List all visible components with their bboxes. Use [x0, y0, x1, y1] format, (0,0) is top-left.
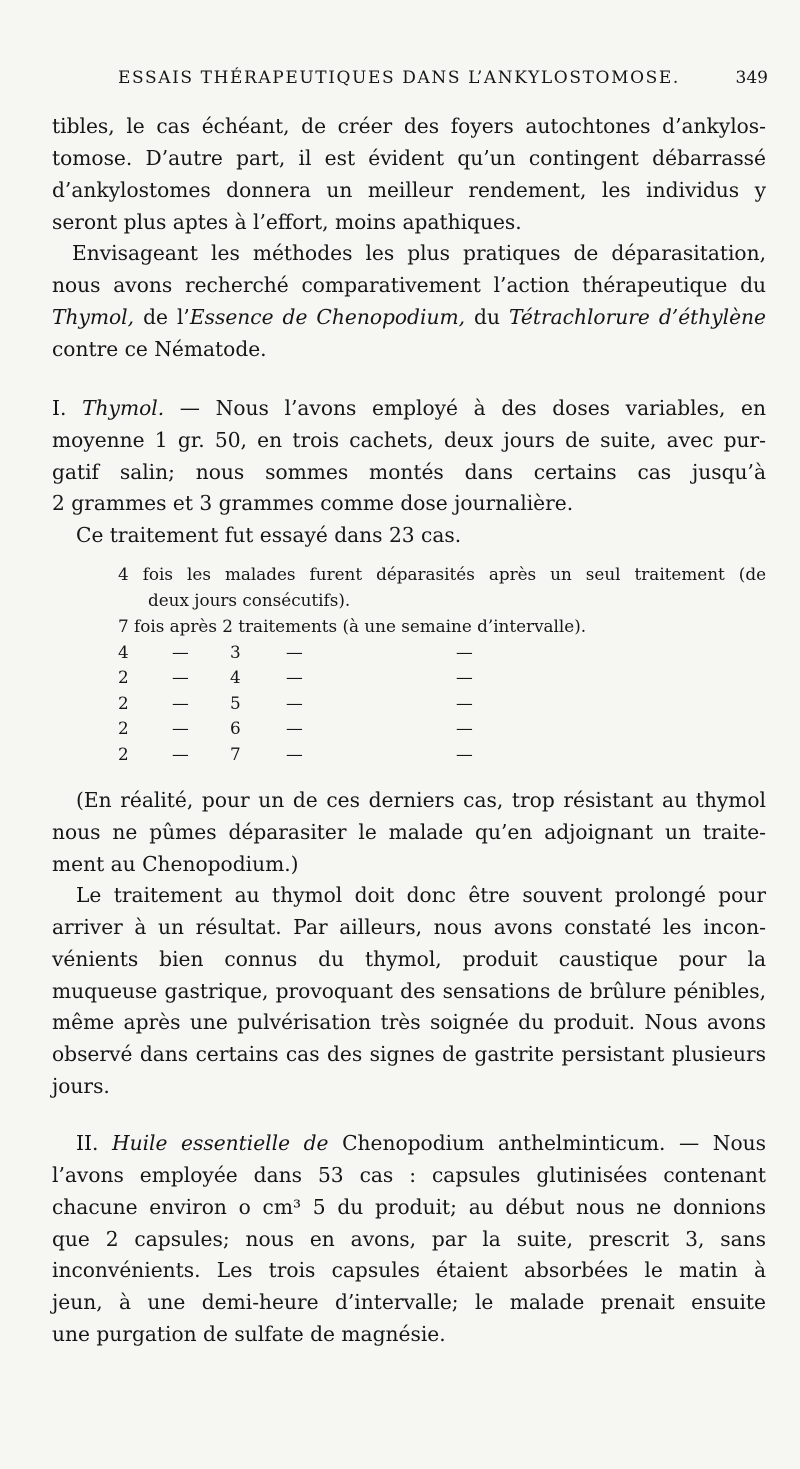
text-line: tibles, le cas échéant, de créer des foyers autochtones d’ankylos-: [52, 114, 766, 138]
text-line: Envisageant les méthodes les plus pratiques de déparasitation,: [72, 241, 766, 265]
count-cell: 2: [118, 693, 129, 713]
table-row: [118, 642, 478, 666]
italic-term: Essence de Chenopodium,: [189, 305, 466, 329]
ditto-mark: —: [286, 667, 303, 687]
italic-term: Tétrachlorure d’éthylène: [509, 305, 767, 329]
text-line: une purgation de sulfate de magnésie.: [52, 1322, 446, 1346]
running-title: ESSAIS THÉRAPEUTIQUES DANS L’ANKYLOSTOMOSE.: [118, 68, 680, 88]
table-row: [118, 744, 478, 768]
count-cell: 2: [118, 718, 129, 738]
treatments-cell: 7: [230, 744, 241, 764]
ditto-mark: —: [286, 693, 303, 713]
ditto-mark: —: [456, 667, 473, 687]
text-line: chacune environ o cm³ 5 du produit; au début nous ne donnions: [52, 1195, 766, 1219]
text-line: gatif salin; nous sommes montés dans certains cas jusqu’à: [52, 460, 766, 484]
section-number: II.: [76, 1131, 99, 1155]
count-cell: 4: [118, 642, 129, 662]
text-line: même après une pulvérisation très soignée du produit. Nous avons: [52, 1010, 766, 1034]
section-heading-line: [76, 1131, 766, 1155]
text-fragment: du: [474, 305, 500, 329]
text-line: vénients bien connus du thymol, produit caustique pour la: [52, 947, 766, 971]
text-line: inconvénients. Les trois capsules étaient absorbées le matin à: [52, 1258, 766, 1282]
text-line: jours.: [52, 1074, 110, 1098]
treatments-cell: 6: [230, 718, 241, 738]
text-line: que 2 capsules; nous en avons, par la suite, prescrit 3, sans: [52, 1227, 766, 1251]
ditto-mark: —: [172, 718, 189, 738]
treatments-cell: 5: [230, 693, 241, 713]
text-fragment: de l’: [143, 305, 190, 329]
text-line: observé dans certains cas des signes de gastrite persistant plusieurs: [52, 1042, 766, 1066]
ditto-mark: —: [456, 718, 473, 738]
result-line: 7 fois après 2 traitements (à une semaine d’intervalle).: [118, 616, 587, 636]
ditto-mark: —: [286, 744, 303, 764]
treatments-cell: 3: [230, 642, 241, 662]
ditto-mark: —: [286, 718, 303, 738]
ditto-mark: —: [286, 642, 303, 662]
text-line: ment au Chenopodium.): [52, 852, 299, 876]
text-line: 2 grammes et 3 grammes comme dose journalière.: [52, 491, 574, 515]
count-cell: 2: [118, 667, 129, 687]
result-line: 4 fois les malades furent déparasités après un seul traitement (de: [118, 564, 766, 584]
section-title: Thymol.: [82, 396, 165, 420]
text-line: jeun, à une demi-heure d’intervalle; le malade prenait ensuite: [52, 1290, 766, 1314]
treatments-cell: 4: [230, 667, 241, 687]
text-line: Ce traitement fut essayé dans 23 cas.: [76, 523, 462, 547]
text-line-with-italics: [52, 305, 766, 329]
text-line: d’ankylostomes donnera un meilleur rendement, les individus y: [52, 178, 766, 202]
ditto-mark: —: [172, 642, 189, 662]
text-line: contre ce Nématode.: [52, 337, 267, 361]
text-line: Le traitement au thymol doit donc être souvent prolongé pour: [76, 883, 766, 907]
text-line: arriver à un résultat. Par ailleurs, nous avons constaté les incon-: [52, 915, 766, 939]
section-number: I.: [52, 396, 67, 420]
text-line: nous ne pûmes déparasiter le malade qu’en adjoignant un traite-: [52, 820, 766, 844]
text-line: nous avons recherché comparativement l’action thérapeutique du: [52, 273, 766, 297]
page-number: 349: [735, 68, 768, 88]
text-line: tomose. D’autre part, il est évident qu’un contingent débarrassé: [52, 146, 766, 170]
count-cell: 2: [118, 744, 129, 764]
text-line: muqueuse gastrique, provoquant des sensations de brûlure pénibles,: [52, 979, 766, 1003]
text-line: seront plus aptes à l’effort, moins apathiques.: [52, 210, 522, 234]
text-line: l’avons employée dans 53 cas : capsules glutinisées contenant: [52, 1163, 766, 1187]
ditto-mark: —: [456, 744, 473, 764]
ditto-mark: —: [172, 744, 189, 764]
table-row: [118, 693, 478, 717]
result-line: deux jours consécutifs).: [148, 590, 351, 610]
ditto-mark: —: [172, 667, 189, 687]
ditto-mark: —: [172, 693, 189, 713]
table-row: [118, 718, 478, 742]
table-row: [118, 667, 478, 691]
ditto-mark: —: [456, 642, 473, 662]
text-fragment: Chenopodium anthelminticum. — Nous: [342, 1131, 766, 1155]
section-title: Huile essentielle de: [111, 1131, 329, 1155]
running-header: [118, 68, 768, 94]
ditto-mark: —: [456, 693, 473, 713]
text-fragment: — Nous l’avons employé à des doses variables, en: [179, 396, 766, 420]
text-line: moyenne 1 gr. 50, en trois cachets, deux jours de suite, avec pur-: [52, 428, 766, 452]
text-line: (En réalité, pour un de ces derniers cas, trop résistant au thymol: [76, 788, 766, 812]
italic-term: Thymol,: [52, 305, 135, 329]
section-heading-line: [52, 396, 766, 420]
